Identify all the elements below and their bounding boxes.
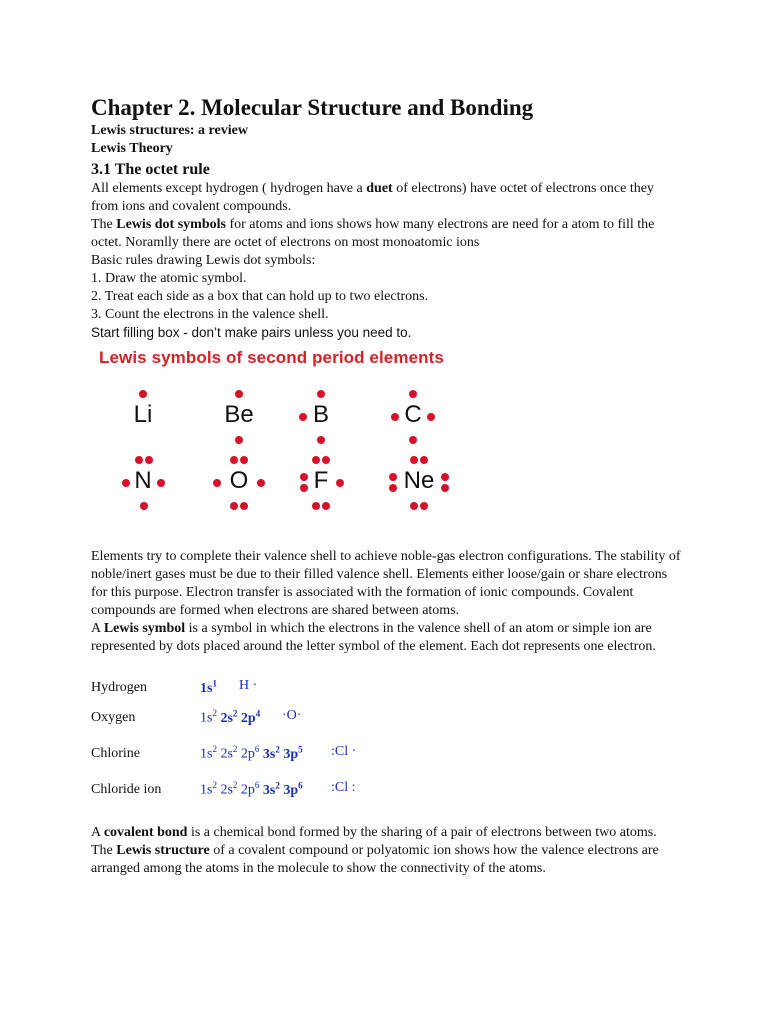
document-page <box>91 94 681 878</box>
config-label: Chlorine <box>91 746 140 761</box>
electron-dot <box>300 484 308 492</box>
electron-dot <box>441 473 449 481</box>
config-row-oxygen <box>91 706 491 732</box>
electron-configuration-table <box>91 666 681 814</box>
config-row-hydrogen <box>91 676 491 702</box>
config-row-chlorine <box>91 742 491 768</box>
subtitle-theory: Lewis Theory <box>91 141 173 156</box>
subtitle-review: Lewis structures: a review <box>91 123 248 138</box>
element-symbol: C <box>404 401 422 428</box>
page-title: Chapter 2. Molecular Structure and Bonding <box>91 95 534 120</box>
rules-intro: Basic rules drawing Lewis dot symbols: <box>91 253 316 268</box>
electron-dot <box>299 413 307 421</box>
electron-dot <box>389 473 397 481</box>
electron-dot <box>235 390 243 398</box>
electron-dot <box>427 413 435 421</box>
element-symbol: Be <box>224 401 254 428</box>
electron-dot <box>322 502 330 510</box>
lewis-symbol-n <box>113 454 173 514</box>
electron-dot <box>410 502 418 510</box>
paragraph-lewis-symbol: A Lewis symbol is a symbol in which the electrons in the valence shell of an atom or simple ion are represented by dots placed around the letter symbol of the element. Each dot represents one electron. <box>91 621 656 654</box>
electron-dot <box>157 479 165 487</box>
lewis-notation: :Cl : <box>331 780 356 795</box>
lewis-symbol-be <box>209 388 269 448</box>
element-symbol: N <box>134 467 152 494</box>
element-symbol: F <box>313 467 329 494</box>
electron-dot <box>240 456 248 464</box>
electron-dot <box>122 479 130 487</box>
config-value: $1s^2$ $2s^2$ $2p^6$ $3s^2$ $3p^6$ <box>200 780 303 798</box>
electron-dot <box>300 473 308 481</box>
electron-dot <box>230 502 238 510</box>
electron-dot <box>322 456 330 464</box>
element-symbol: Li <box>133 401 153 428</box>
rule-4: Start filling box - don’t make pairs unless you need to. <box>91 325 412 340</box>
rule-1: 1. Draw the atomic symbol. <box>91 271 247 286</box>
config-value: $1s^2$ $2s^2$ $2p^6$ $3s^2$ $3p^5$ <box>200 744 303 762</box>
electron-dot <box>312 502 320 510</box>
electron-dot <box>409 436 417 444</box>
figure-title: Lewis symbols of second period elements <box>99 348 444 367</box>
element-symbol: B <box>312 401 329 428</box>
electron-dot <box>420 502 428 510</box>
electron-dot <box>213 479 221 487</box>
electron-dot <box>409 390 417 398</box>
lewis-symbol-o <box>209 454 269 514</box>
electron-dot <box>389 484 397 492</box>
paragraph-lewis-structure: The Lewis structure of a covalent compound or polyatomic ion shows how the valence electrons are arranged among the atoms in the molecule to show the connectivity of the atoms. <box>91 843 659 876</box>
config-value: $1s^2$ $2s^2$ $2p^4$ <box>200 708 261 726</box>
lewis-symbol-li <box>113 388 173 448</box>
electron-dot <box>312 456 320 464</box>
lewis-symbol-b <box>291 388 351 448</box>
lewis-symbol-ne <box>383 454 455 514</box>
paragraph-noble-gas: Elements try to complete their valence shell to achieve noble-gas electron configurations. The stability of noble/inert gases must be due to their filled valence shell. Elements either loose/gain or share electrons for this purpose. Electron transfer is associated with the formation of ionic compounds. Covalent compounds are formed when electrons are shared between atoms. <box>91 549 681 618</box>
config-label: Chloride ion <box>91 782 162 797</box>
section-heading: 3.1 The octet rule <box>91 161 210 178</box>
config-label: Oxygen <box>91 710 136 725</box>
electron-dot <box>230 456 238 464</box>
config-row-chloride <box>91 778 491 804</box>
paragraph-lewis-dot: The Lewis dot symbols for atoms and ions shows how many electrons are need for a atom to fill the octet. Noramlly there are octet of electrons on most monoatomic ions <box>91 217 655 250</box>
electron-dot <box>420 456 428 464</box>
electron-dot <box>410 456 418 464</box>
electron-dot <box>235 436 243 444</box>
electron-dot <box>145 456 153 464</box>
config-label: Hydrogen <box>91 680 147 695</box>
electron-dot <box>240 502 248 510</box>
paragraph-covalent-bond: A covalent bond is a chemical bond formed by the sharing of a pair of electrons between two atoms. <box>91 825 657 840</box>
rule-2: 2. Treat each side as a box that can hold up to two electrons. <box>91 289 429 304</box>
rule-3: 3. Count the electrons in the valence shell. <box>91 307 329 322</box>
paragraph-octet: All elements except hydrogen ( hydrogen have a duet of electrons) have octet of electrons once they from ions and covalent compounds. <box>91 181 654 214</box>
config-value: $1s^1$ <box>200 678 217 696</box>
electron-dot <box>257 479 265 487</box>
electron-dot <box>140 502 148 510</box>
electron-dot <box>317 390 325 398</box>
electron-dot <box>139 390 147 398</box>
electron-dot <box>391 413 399 421</box>
element-symbol: O <box>229 467 249 494</box>
lewis-symbols-figure <box>91 348 491 528</box>
lewis-notation: H · <box>239 678 258 693</box>
lewis-symbol-f <box>291 454 351 514</box>
electron-dot <box>317 436 325 444</box>
lewis-notation: :Cl · <box>331 744 357 759</box>
lewis-notation: ·O· <box>282 708 302 723</box>
electron-dot <box>336 479 344 487</box>
element-symbol: Ne <box>403 467 435 494</box>
lewis-symbol-c <box>383 388 443 448</box>
electron-dot <box>135 456 143 464</box>
electron-dot <box>441 484 449 492</box>
